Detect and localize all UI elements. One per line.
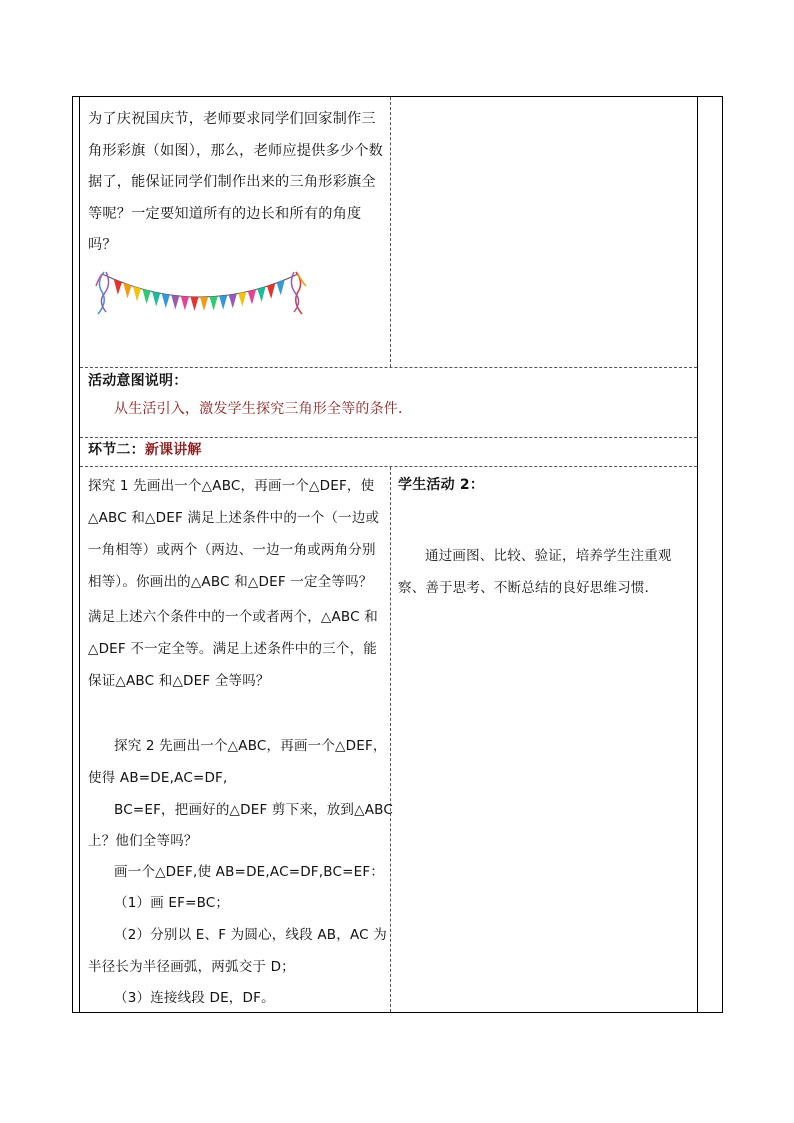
bunting-flag [152, 292, 160, 307]
section-heading-prefix: 环节二： [88, 442, 145, 458]
ribbon-left-icon [96, 272, 109, 314]
bunting-flag [238, 292, 246, 307]
student-activity-text: 通过画图、比较、验证，培养学生注重观察、善于思考、不断总结的良好思维习惯． [398, 548, 672, 596]
bunting-flag [210, 296, 218, 310]
intent-text: 从生活引入，激发学生探究三角形全等的条件． [114, 401, 413, 417]
steps-intro: 画一个△DEF,使 AB=DE,AC=DF,BC=EF： [114, 864, 385, 880]
row-divider-3 [80, 466, 697, 467]
section-heading-main: 新课讲解 [144, 442, 202, 458]
explore1-followup-text: 满足上述六个条件中的一个或者两个，△ABC 和△DEF 不一定全等。满足上述条件中的三个，能保证△ABC 和△DEF 全等吗？ [88, 609, 378, 689]
explore2-line-2: 使得 AB=DE,AC=DF, [88, 770, 228, 786]
bunting-flag [257, 287, 265, 302]
table-border-top [72, 96, 723, 97]
bunting-flag [200, 297, 208, 311]
bunting-flag [219, 295, 227, 309]
bunting-flag [190, 297, 198, 311]
bunting-flag [229, 294, 237, 309]
section-heading [88, 436, 202, 464]
table-border-left [72, 96, 73, 1013]
step-2-line-1: （2）分别以 E、F 为圆心，线段 AB，AC 为 [114, 927, 387, 943]
bunting-flag [143, 289, 151, 304]
bunting-flag [181, 296, 189, 310]
column-divider-1 [390, 97, 391, 367]
ribbon-right-icon [291, 272, 306, 314]
inner-border-right [697, 96, 698, 1013]
inner-border-left [79, 96, 80, 1013]
column-divider-2 [390, 467, 391, 1012]
step-2-line-2: 半径长为半径画弧，两弧交于 D； [88, 959, 295, 975]
intent-title: 活动意图说明： [88, 373, 188, 389]
bunting-flag [171, 295, 179, 309]
explore2-line-3: BC=EF，把画好的△DEF 剪下来，放到△ABC [114, 802, 393, 818]
bunting-flag [162, 293, 170, 308]
step-1: （1）画 EF=BC； [114, 895, 230, 911]
bunting-flag [248, 289, 256, 304]
explore2-line-4: 上？他们全等吗？ [88, 833, 198, 849]
explore2-line-1: 探究 2 先画出一个△ABC，再画一个△DEF， [114, 738, 387, 754]
student-activity-title: 学生活动 2： [398, 477, 485, 493]
table-border-right [722, 96, 723, 1013]
bunting-flag [133, 286, 141, 301]
explore1-text: 探究 1 先画出一个△ABC，再画一个△DEF，使△ABC 和△DEF 满足上述条件中的一个（一边或一角相等）或两个（两边、一边一角或两角分别相等）。你画出的△ABC 和△DEF 一定全等吗？ [88, 478, 380, 590]
bunting-flags-image [92, 258, 308, 338]
intro-question-text: 为了庆祝国庆节，老师要求同学们回家制作三角形彩旗（如图），那么，老师应提供多少个数据了，能保证同学们制作出来的三角形彩旗全等呢？一定要知道所有的边长和所有的角度吗？ [88, 111, 384, 253]
step-3: （3）连接线段 DE，DF。 [114, 990, 275, 1006]
